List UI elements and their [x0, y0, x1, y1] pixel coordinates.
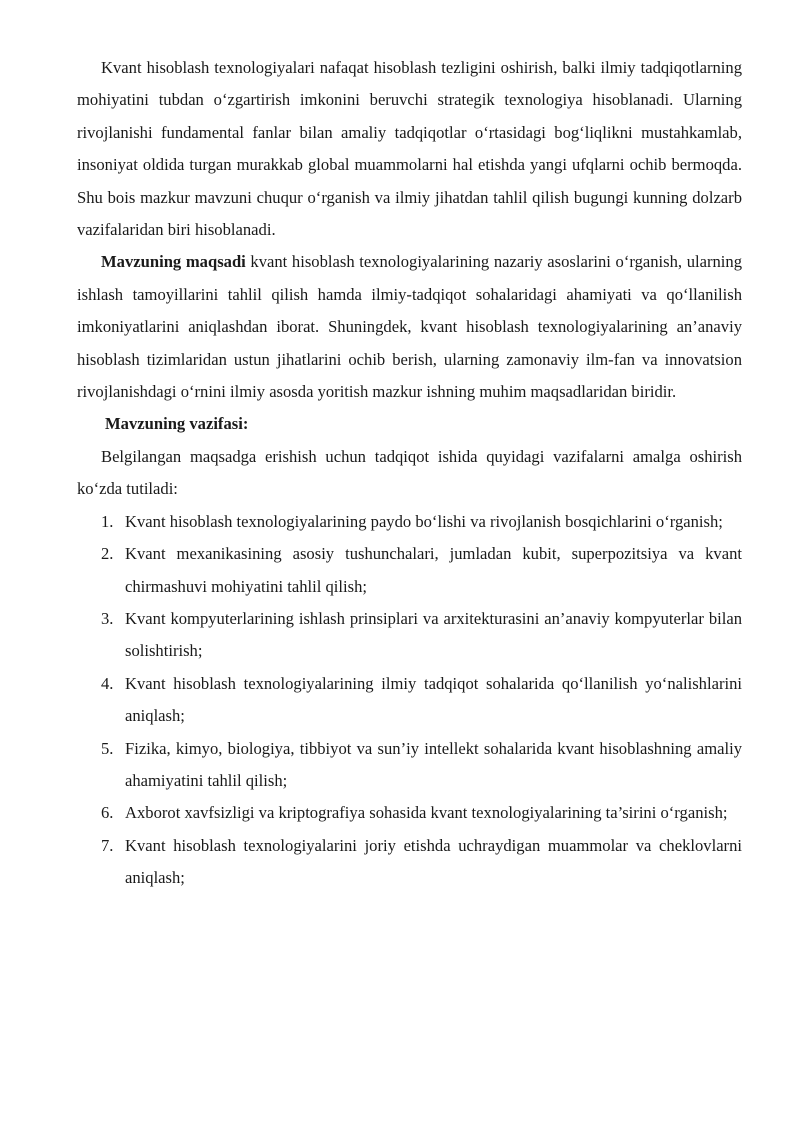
- list-item: [77, 506, 742, 538]
- list-item-text: Kvant hisoblash texnologiyalarining paydo bo‘lishi va rivojlanish bosqichlarini o‘rganish;: [125, 511, 723, 531]
- list-item-number: 1.: [101, 511, 114, 531]
- document-page: [77, 52, 742, 895]
- list-item-number: 2.: [101, 544, 114, 564]
- list-item-number: 3.: [101, 608, 114, 628]
- list-item: [77, 538, 742, 603]
- list-item: [77, 603, 742, 668]
- list-item: [77, 797, 742, 829]
- goal-paragraph: [77, 246, 742, 408]
- list-item-text: Kvant hisoblash texnologiyalarining ilmiy tadqiqot sohalarida qo‘llanilish yo‘nalishlarini aniqlash;: [125, 673, 742, 726]
- tasks-intro-paragraph: Belgilangan maqsadga erishish uchun tadqiqot ishida quyidagi vazifalarni amalga oshirish ko‘zda tutiladi:: [77, 446, 742, 499]
- list-item: [77, 830, 742, 895]
- list-item-text: Kvant mexanikasining asosiy tushunchalari, jumladan kubit, superpozitsiya va kvant chirmashuvi mohiyatini tahlil qilish;: [125, 544, 742, 596]
- tasks-list: [77, 506, 742, 895]
- list-item: [77, 668, 742, 733]
- tasks-heading: Mavzuning vazifasi:: [105, 414, 249, 434]
- list-item-text: Kvant kompyuterlarining ishlash prinsiplari va arxitekturasini an’anaviy kompyuterlar bilan solishtirish;: [125, 608, 742, 661]
- list-item-number: 6.: [101, 803, 114, 823]
- list-item-text: Axborot xavfsizligi va kriptografiya sohasida kvant texnologiyalarining ta’sirini o‘rganish;: [125, 803, 728, 823]
- list-item-number: 4.: [101, 673, 114, 693]
- list-item-number: 5.: [101, 738, 114, 758]
- list-item-text: Kvant hisoblash texnologiyalarini joriy etishda uchraydigan muammolar va cheklovlarni aniqlash;: [125, 835, 742, 888]
- list-item: [77, 733, 742, 798]
- list-item-text: Fizika, kimyo, biologiya, tibbiyot va sun’iy intellekt sohalarida kvant hisoblashning amaliy ahamiyatini tahlil qilish;: [125, 738, 742, 790]
- goal-label: Mavzuning maqsadi: [101, 252, 246, 272]
- list-item-number: 7.: [101, 835, 114, 855]
- intro-paragraph: Kvant hisoblash texnologiyalari nafaqat hisoblash tezligini oshirish, balki ilmiy tadqiqotlarning mohiyatini tubdan o‘zgartirish imkonini beruvchi strategik texnologiya hisoblanadi. Ularning rivojlanishi fundamental fanlar bilan amaliy tadqiqotlar o‘rtasidagi bog‘liqlikni mustahkamlab, insoniyat oldida turgan murakkab global muammolarni hal etishda yangi ufqlarni ochib bermoqda. Shu bois mazkur mavzuni chuqur o‘rganish va ilmiy jihatdan tahlil qilish bugungi kunning dolzarb vazifalaridan biri hisoblanadi.: [77, 58, 742, 240]
- goal-text: kvant hisoblash texnologiyalarining nazariy asoslarini o‘rganish, ularning ishlash tamoyillarini tahlil qilish hamda ilmiy-tadqiqot sohalaridagi ahamiyati va qo‘llanilish imkoniyatlarini aniqlashdan iborat. Shuningdek, kvant hisoblash texnologiyalarining an’anaviy hisoblash tizimlaridan ustun jihatlarini ochib berish, ularning zamonaviy ilm-fan va innovatsion rivojlanishdagi o‘rnini ilmiy asosda yoritish mazkur ishning muhim maqsadlaridan biridir.: [77, 252, 742, 402]
